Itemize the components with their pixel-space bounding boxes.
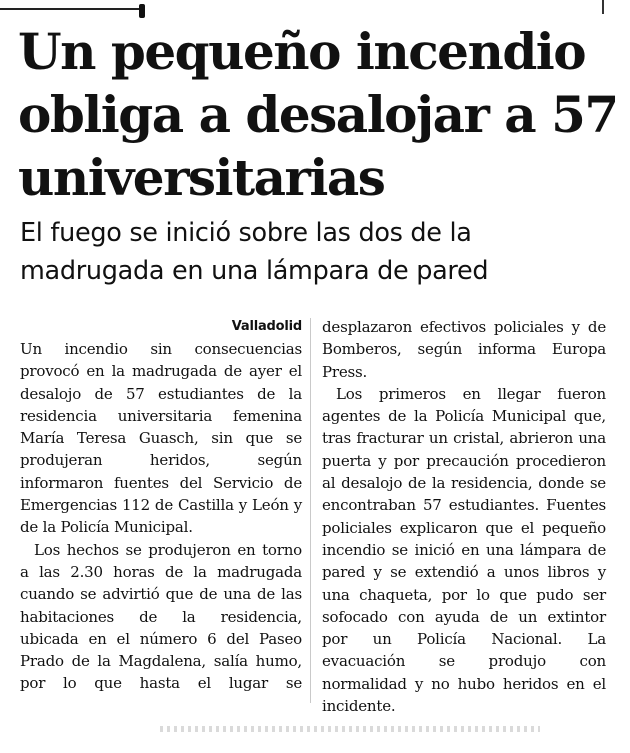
corner-mark — [602, 0, 604, 14]
clip-mark — [139, 4, 145, 18]
top-rule — [0, 8, 140, 10]
paragraph-2-continued: desplazaron efectivos policiales y de Bomberos, según informa Europa Press. — [322, 318, 606, 381]
headline: Un pequeño incendio obliga a desalojar a 57 universitarias — [18, 22, 618, 207]
paragraph-1: Un incendio sin consecuencias provocó en la madrugada de ayer el desalojo de 57 estudiantes de la residencia universitaria femenina María Teresa Guasch, sin que se produjeran heridos, según informaron fuentes del Servicio de Emergencias 112 de Castilla y León y de la Policía Municipal. — [20, 340, 302, 537]
article-column-left — [20, 316, 302, 695]
subtitle: El fuego se inició sobre las dos de la madrugada en una lámpara de pared — [20, 218, 489, 286]
paragraph-3: Los primeros en llegar fueron agentes de la Policía Municipal que, tras fracturar un cristal, abrieron una puerta y por precaución procedieron al desalojo de la residencia, donde se encontraban 57 estudiantes. Fuentes policiales explicaron que el pequeño incendio se inició en una lámpara de pared y se extendió a unos libros y una chaqueta, por lo que pudo ser sofocado con ayuda de un extintor por un Policía Nacional. La evacuación se produjo con normalidad y no hubo heridos en el incidente. — [322, 384, 606, 716]
location-label: Valladolid — [231, 319, 302, 334]
paragraph-2: Los hechos se produjeron en torno a las 2.30 horas de la madrugada cuando se advirtió que de una de las habitaciones de la residencia, ubicada en el número 6 del Paseo Prado de la Magdalena, salía humo, por lo que hasta el lugar se — [20, 540, 302, 693]
bottom-bleed-through — [160, 726, 540, 732]
article-column-right — [322, 316, 606, 717]
column-divider — [310, 318, 311, 703]
